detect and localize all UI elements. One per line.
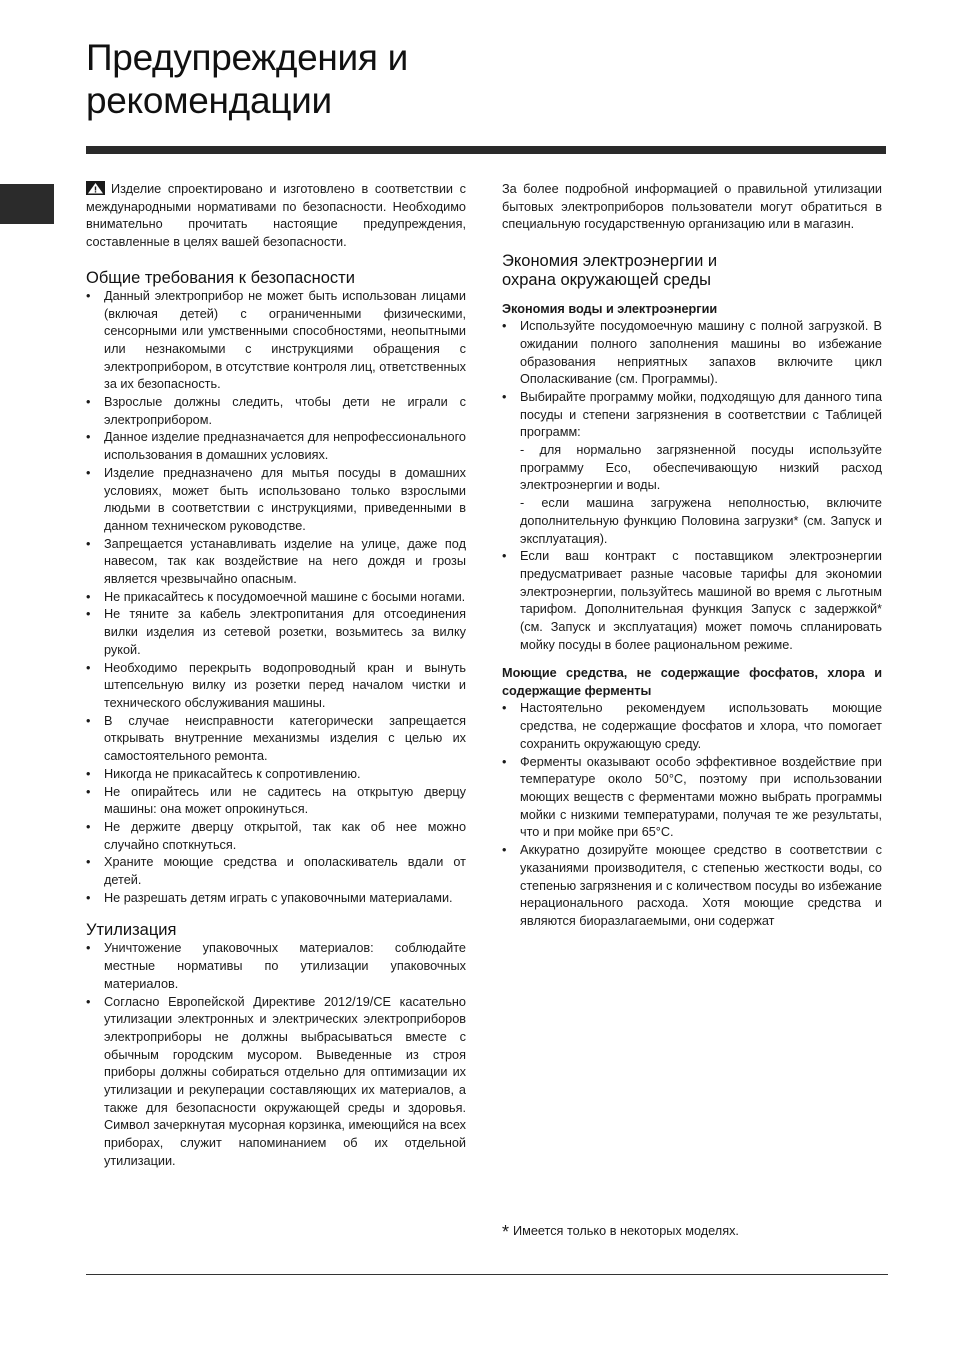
bottom-divider [86,1274,888,1275]
list-item: • Необходимо перекрыть водопроводный кран и вынуть штепсельную вилку из розетки перед началом чистки и технического обслуживания машины. [86,660,466,713]
left-column [86,181,466,1171]
footnote-text: Имеется только в некоторых моделях. [513,1224,739,1238]
intro-text: Изделие спроектировано и изготовлено в соответствии с международными нормативами по безопасности. Необходимо внимательно прочитать настоящие предупреждения, составленные в целях вашей безопасности. [86,182,466,250]
disposal-list [86,940,466,1170]
list-item: • Никогда не прикасайтесь к сопротивлению. [86,766,466,784]
list-item: • Не разрешать детям играть с упаковочными материалами. [86,890,466,908]
page-title-line-1: Предупреждения и [86,37,409,78]
list-item: • Запрещается устанавливать изделие на улице, даже под навесом, так как воздействие на него дождя и грозы является чрезвычайно опасным. [86,536,466,589]
list-item: • Согласно Европейской Директиве 2012/19/CE касательно утилизации электронных и электрических электроприборов электроприборы не должны выбрасываться вместе с обычным городским мусором. Выведенные из строя приборы должны собираться отдельно для оптимизации их утилизации и рекуперации составляющих их материалов, а также для безопасности окружающей среды и здоровья. Символ зачеркнутая мусорная корзинка, имеющийся на всех приборах, служит напоминанием об их отдельной утилизации. [86,994,466,1171]
water-saving-list [502,318,882,654]
list-item: • Данный электроприбор не может быть использован лицами (включая детей) с ограниченными физическими, сенсорными или умственными способностями, неопытными или незнакомыми с инструкциями обращения с электроприбором, в отсутствие контроля лиц, ответственных за их безопасность. [86,288,466,394]
energy-heading-line-1: Экономия электроэнергии и [502,252,718,271]
energy-heading [502,252,882,290]
disposal-heading: Утилизация [86,921,177,940]
list-item [502,389,882,548]
intro-paragraph [86,181,466,252]
list-item-text: Если ваш контракт с поставщиком электроэнергии предусматривает разные часовые тарифы для экономии электроэнергии, пользуйтесь машиной во время с льготным тарифом. Дополнительная функция Запуск с задержкой* (см. Запуск и эксплуатация) может помочь спланировать мойку посуды в более рациональном режиме. [520,549,882,652]
list-item: • Уничтожение упаковочных материалов: соблюдайте местные нормативы по утилизации упаковочных материалов. [86,940,466,993]
detergent-heading: Моющие средства, не содержащие фосфатов, хлора и содержащие ферменты [502,666,882,699]
footnote-mark: * [502,1222,510,1242]
list-item: • Не прикасайтесь к посудомоечной машине с босыми ногами. [86,589,466,607]
list-item-text: Используйте посудомоечную машину с полной загрузкой. В ожидании полного заполнения машины во избежание образования неприятных запахов включите цикл Ополаскивание (см. Программы). [520,319,882,387]
page-title-line-2: рекомендации [86,80,332,121]
list-item: • Данное изделие предназначается для непрофессионального использования в домашних условиях. [86,429,466,464]
detergent-list [502,700,882,930]
list-sub-item: - если машина загружена неполностью, включите дополнительную функцию Половина загрузки* (см. Запуск и эксплуатация). [520,496,882,546]
list-item: • Храните моющие средства и ополаскиватель вдали от детей. [86,854,466,889]
list-item: • Ферменты оказывают особо эффективное воздействие при температуре около 50°С, поэтому при использовании моющих веществ с ферментами можно выбрать программы мойки с низкими температурами, получая те же результаты, что и при мойке при 65°С. [502,754,882,843]
list-item: • Аккуратно дозируйте моющее средство в соответствии с указаниями производителя, с степенью жесткости воды, со степенью загрязнения и с количеством посуды во избежание нерационального расхода. Хотя моющие средства и являются биоразлагаемыми, они содержат [502,842,882,931]
list-item [502,548,882,654]
list-item: • Изделие предназначено для мытья посуды в домашних условиях, может быть использовано только взрослыми людьми в соответствии с инструкциями, приведенными в данном техническом руководстве. [86,465,466,536]
general-safety-heading: Общие требования к безопасности [86,268,355,287]
water-saving-heading: Экономия воды и электроэнергии [502,302,718,317]
title-divider [86,146,886,154]
energy-heading-line-2: охрана окружающей среды [502,271,711,290]
list-item: • Настоятельно рекомендуем использовать моющие средства, не содержащие фосфатов и хлора, что помогает сохранить окружающую среду. [502,700,882,753]
language-tab-marker [0,184,54,224]
right-column [502,181,882,931]
page-title [86,36,786,122]
list-item: • Взрослые должны следить, чтобы дети не играли с электроприбором. [86,394,466,429]
list-sub-item: - для нормально загрязненной посуды используйте программу Eco, обеспечивающую низкий расход электроэнергии и воды. [520,443,882,493]
list-item: • Не тяните за кабель электропитания для отсоединения вилки изделия из сетевой розетки, возьмитесь за вилку рукой. [86,606,466,659]
footnote [502,1222,739,1241]
list-item: • Не опирайтесь или не садитесь на открытую дверцу машины: она может опрокинуться. [86,784,466,819]
list-item-text: Выбирайте программу мойки, подходящую для данного типа посуды и степени загрязнения в соответствии с Таблицей программ: [520,389,882,440]
list-item [502,318,882,389]
list-item: • В случае неисправности категорически запрещается открывать внутренние механизмы изделия с целью их самостоятельного ремонта. [86,713,466,766]
disposal-continuation: За более подробной информацией о правильной утилизации бытовых электроприборов пользователи могут обратиться в специальную государственную организацию или в магазин. [502,182,882,232]
general-safety-list [86,288,466,908]
warning-triangle-icon [86,181,105,195]
list-item: • Не держите дверцу открытой, так как об нее можно случайно споткнуться. [86,819,466,854]
